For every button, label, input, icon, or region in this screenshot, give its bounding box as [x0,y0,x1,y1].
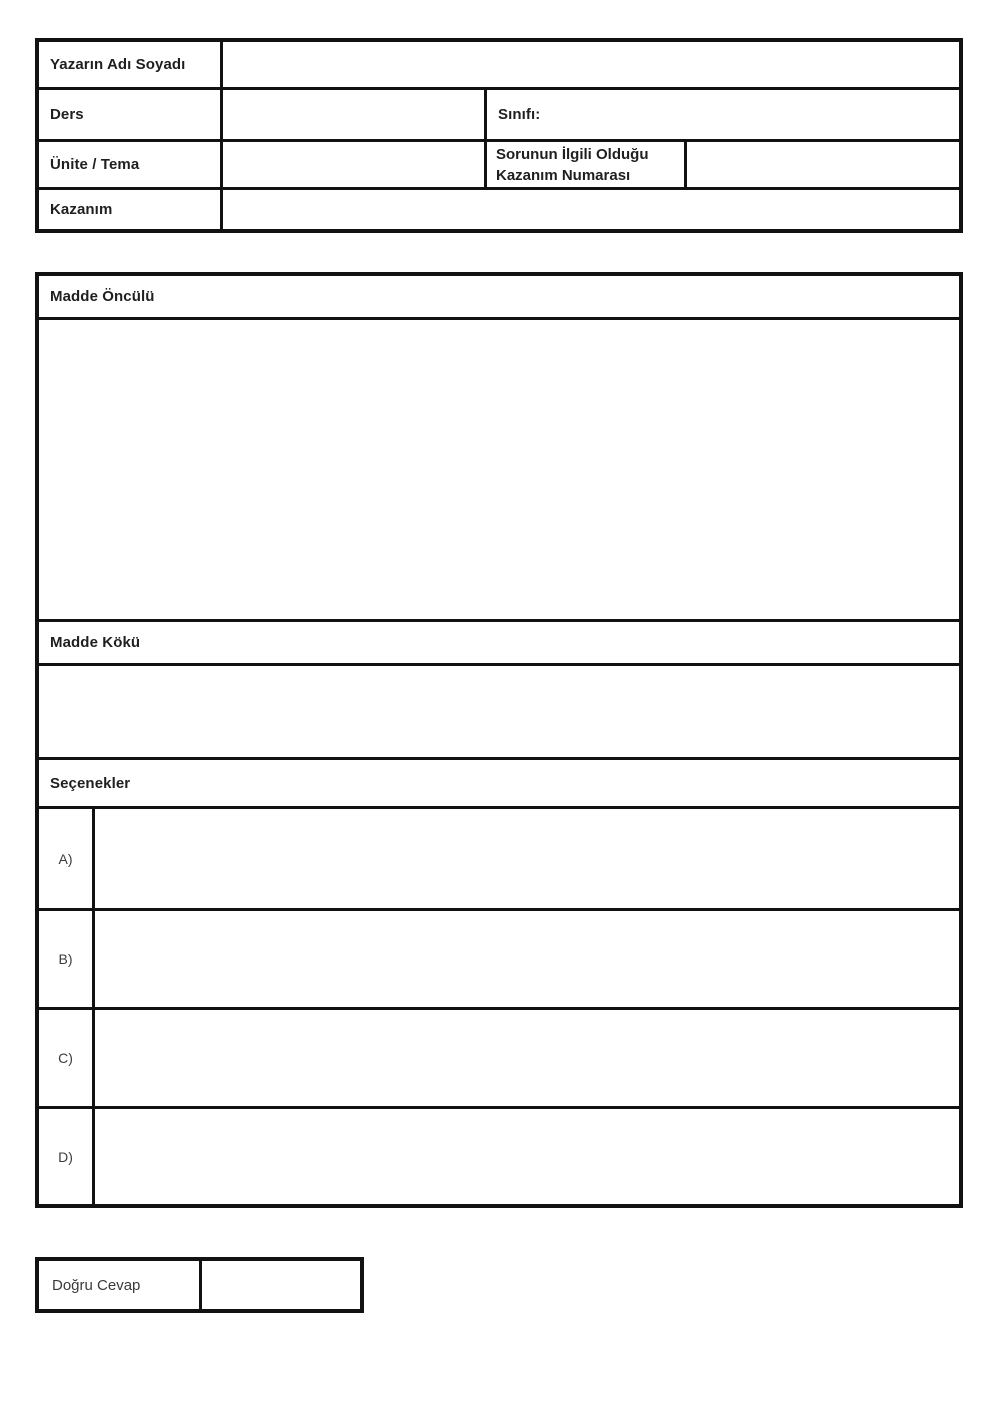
item-root-field [39,666,959,760]
item-stem-header: Madde Öncülü [39,276,959,320]
option-row-c [39,1010,959,1109]
class-label: Sınıfı: [498,106,541,123]
item-stem-field [39,320,959,622]
option-field-c [95,1010,959,1106]
item-root-header: Madde Kökü [39,622,959,666]
option-field-a [95,809,959,908]
author-name-label: Yazarın Adı Soyadı [39,42,223,87]
outcome-field [223,190,959,229]
unit-theme-label: Ünite / Tema [39,142,223,187]
option-row-d [39,1109,959,1204]
row-outcome [39,190,959,229]
option-letter-c: C) [39,1010,95,1106]
course-label: Ders [39,90,223,139]
options-header: Seçenekler [39,760,959,809]
author-name-field [223,42,959,87]
option-field-b [95,911,959,1007]
course-field [223,90,487,139]
option-letter-b: B) [39,911,95,1007]
row-unit [39,142,959,190]
row-author [39,42,959,90]
option-letter-d: D) [39,1109,95,1204]
correct-answer-table [35,1257,364,1313]
row-course [39,90,959,142]
option-row-a [39,809,959,911]
info-table [35,38,963,233]
outcome-label: Kazanım [39,190,223,229]
option-row-b [39,911,959,1010]
option-letter-a: A) [39,809,95,908]
unit-theme-field [223,142,487,187]
correct-answer-field [202,1261,360,1309]
option-field-d [95,1109,959,1204]
related-outcome-number-label: Sorunun İlgili Olduğu Kazanım Numarası [487,142,687,187]
correct-answer-label: Doğru Cevap [39,1261,202,1309]
item-body-table [35,272,963,1208]
related-outcome-number-field [687,142,959,187]
